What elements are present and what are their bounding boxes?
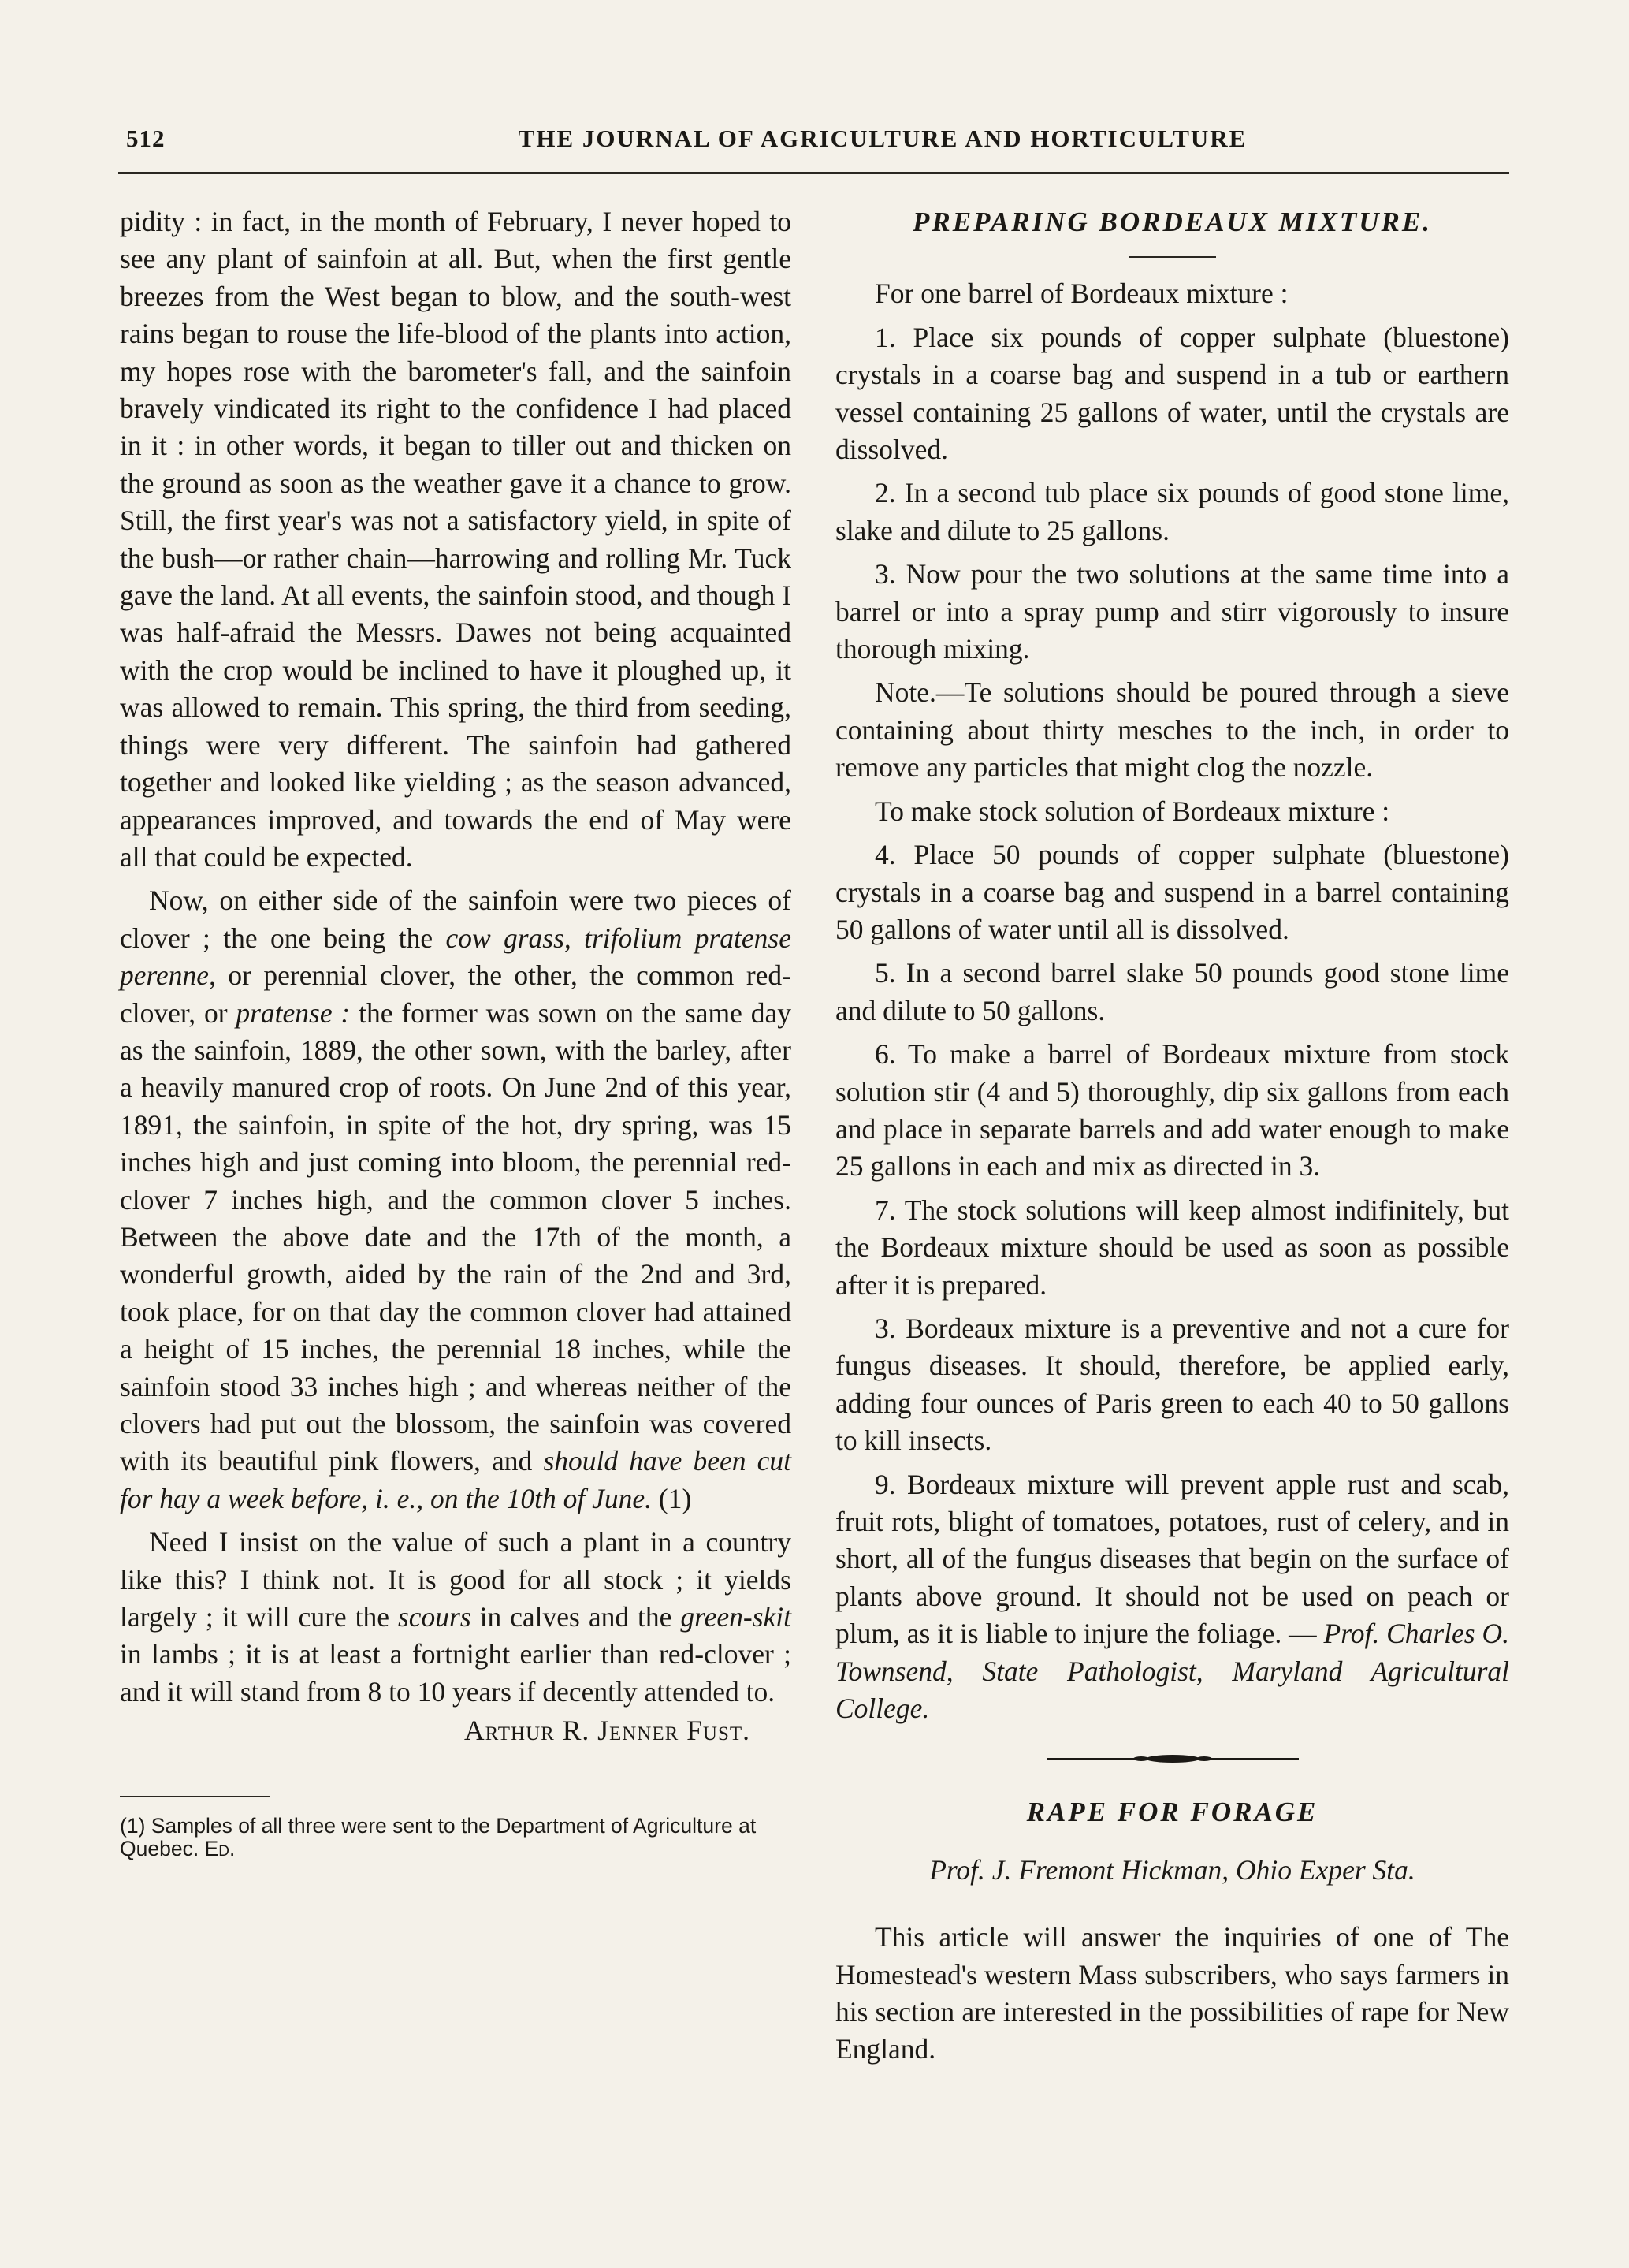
footnote-text: (1) Samples of all three were sent to the Department of Agriculture at Quebec.	[120, 1813, 757, 1860]
left-column	[120, 203, 791, 1860]
para3-text-e: in lambs ; it is at least a fortnight earlier than red-clover ; and it will stand from 8 to 10 years if decently attended to.	[120, 1638, 791, 1708]
header-rule	[118, 172, 1509, 174]
sainfoin-paragraph-3	[120, 1524, 791, 1711]
stock-solution-intro: To make stock solution of Bordeaux mixture :	[875, 795, 1390, 827]
bordeaux-step-4: 4. Place 50 pounds of copper sulphate (bluestone) crystals in a coarse bag and suspend in a barrel containing 50 gallons of water until all is dissolved.	[835, 839, 1509, 945]
step-9-attribution: Prof. Charles O. Townsend, State Pathologist, Maryland Agricultural College.	[835, 1618, 1509, 1725]
author-signature: Arthur R. Jenner Fust.	[463, 1715, 750, 1747]
sainfoin-paragraph-1: pidity : in fact, in the month of February, I never hoped to see any plant of sainfoin at all. But, when the first gentle breezes from the West began to blow, and the south-west rains began to rouse the life-blood of the plants into action, my hopes rose with the barometer's fall, and the sainfoin bravely vindicated its right to the confidence I had placed in it : in other words, it began to tiller out and thicken on the ground as soon as the weather gave it a chance to grow. Still, the first year's was not a satisfactory yield, in spite of the bush—or rather chain—harrowing and rolling Mr. Tuck gave the land. At all events, the sainfoin stood, and though I was half-afraid the Messrs. Dawes not being acquainted with the crop would be inclined to have it ploughed up, it was allowed to remain. This spring, the third from seeding, things were very different. The sainfoin had gathered together and looked like yielding ; as the season advanced, appearances improved, and towards the end of May were all that could be expected.	[120, 206, 791, 873]
para2-text-a: Now, on either side of the sainfoin were two pieces of clover ; the one being the	[120, 884, 791, 954]
para2-text-e: the former was sown on the same day as the sainfoin, 1889, the other sown, with the barley, after a heavily manured crop of roots. On June 2nd of this year, 1891, the sainfoin, in spite of the hot, dry spring, was 15 inches high and just coming into bloom, the perennial red-clover 7 inches high, and the common clover 5 inches. Between the above date and the 17th of the month, a wonderful growth, aided by the rain of the 2nd and 3rd, took place, for on that day the common clover had attained a height of 15 inches, the perennial 18 inches, while the sainfoin stood 33 inches high ; and whereas neither of the clovers had put out the blossom, the sainfoin was covered with its beautiful pink flowers, and	[120, 996, 791, 1477]
section-ornament	[835, 1743, 1509, 1770]
para2-italic-f: should have been cut for hay a week before, i. e., on the 10th of June.	[120, 1445, 792, 1514]
bordeaux-step-7: 7. The stock solutions will keep almost indifinitely, but the Bordeaux mixture should be used as soon as possible after it is prepared.	[835, 1194, 1509, 1301]
sainfoin-paragraph-2	[120, 882, 791, 1518]
right-column	[835, 203, 1509, 2069]
running-head: THE JOURNAL OF AGRICULTURE AND HORTICULTURE	[518, 125, 1248, 152]
article-byline: Prof. J. Fremont Hickman, Ohio Exper Sta.	[929, 1853, 1415, 1886]
bordeaux-step-9	[835, 1466, 1509, 1728]
article-title-bordeaux: PREPARING BORDEAUX MIXTURE.	[913, 207, 1432, 237]
footnote-marker: (1)	[652, 1482, 692, 1514]
bordeaux-step-3: 3. Now pour the two solutions at the same time into a barrel or into a spray pump and stirr vigorously to insure thorough mixing.	[835, 558, 1509, 665]
step-9-text: 9. Bordeaux mixture will prevent apple rust and scab, fruit rots, blight of tomatoes, potatoes, rust of celery, and in short, all of the fungus diseases that begin on the surface of plants above ground. It should not be used on peach or plum, as it is liable to injure the foliage. —	[835, 1468, 1509, 1650]
para2-italic-b: cow grass, trifolium pratense perenne,	[120, 922, 791, 992]
rape-paragraph: This article will answer the inquiries of one of The Homestead's western Mass subscribers, who says farmers in his section are interested in the possibilities of rape for New England.	[835, 1921, 1509, 2065]
bordeaux-intro: For one barrel of Bordeaux mixture :	[875, 277, 1289, 310]
footnote-editor-mark: Ed.	[204, 1836, 236, 1860]
page-number: 512	[126, 125, 166, 152]
footnote	[120, 1815, 791, 1860]
para2-text-c: or perennial clover, the other, the common red-clover, or	[120, 959, 791, 1029]
para3-text-a: Need I insist on the value of such a plant in a country like this? I think not. It is good for all stock ; it yields largely ; it will cure the	[120, 1526, 791, 1633]
para3-text-c: in calves and the	[470, 1601, 681, 1633]
footnote-rule	[120, 1796, 270, 1797]
para3-italic-d: green-skit	[680, 1601, 791, 1633]
bordeaux-step-2: 2. In a second tub place six pounds of good stone lime, slake and dilute to 25 gallons.	[835, 477, 1509, 546]
bordeaux-note: Note.—Te solutions should be poured through a sieve containing about thirty mesches to the inch, in order to remove any particles that might clog the nozzle.	[835, 676, 1509, 784]
bordeaux-step-1: 1. Place six pounds of copper sulphate (bluestone) crystals in a coarse bag and suspend in a tub or earthern vessel containing 25 gallons of water, until the crystals are dissolved.	[835, 321, 1509, 466]
bordeaux-step-8: 3. Bordeaux mixture is a preventive and not a cure for fungus diseases. It should, therefore, be applied early, adding four ounces of Paris green to each 40 to 50 gallons to kill insects.	[835, 1312, 1509, 1457]
ornament-rule-icon	[1047, 1753, 1299, 1764]
para3-italic-b: scours	[397, 1601, 471, 1633]
bordeaux-step-6: 6. To make a barrel of Bordeaux mixture from stock solution stir (4 and 5) thoroughly, dip six gallons from each and place in separate barrels and add water enough to make 25 gallons in each and mix as directed in 3.	[835, 1038, 1509, 1182]
para2-italic-d: pratense :	[236, 996, 351, 1029]
title-rule	[1129, 256, 1216, 258]
article-title-rape: RAPE FOR FORAGE	[1026, 1797, 1318, 1828]
bordeaux-step-5: 5. In a second barrel slake 50 pounds good stone lime and dilute to 50 gallons.	[835, 957, 1509, 1026]
